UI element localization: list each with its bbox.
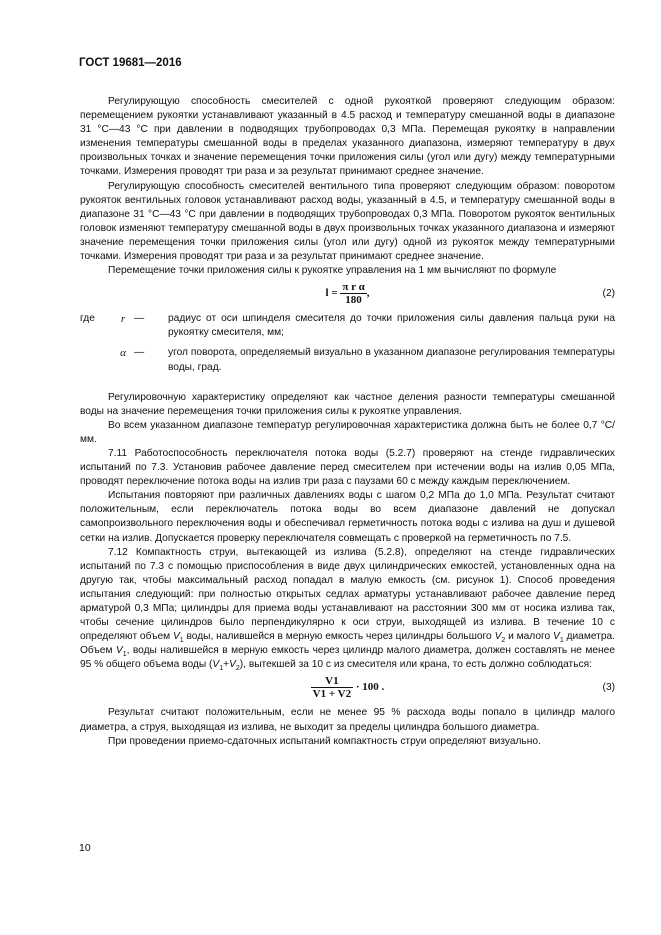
where-item — [80, 346, 615, 374]
formula-3-expression — [80, 675, 615, 700]
formula-2-numerator: π r α — [342, 281, 365, 294]
document-body — [80, 95, 615, 749]
where-symbol: α — [120, 347, 126, 360]
formula-3-number: (3) — [602, 682, 615, 694]
paragraph: Результат считают положительным, если не менее 95 % расхода воды попало в цилиндр малого диаметра, а струя, выходящая из излива, не выходит за пределы цилиндра большого диаметра. — [80, 707, 615, 733]
formula-2 — [80, 281, 615, 307]
paragraph: Перемещение точки приложения силы к рукоятке управления на 1 мм вычисляют по формуле — [108, 265, 557, 277]
formula-3-numerator: V1 — [311, 675, 353, 688]
formula-2-fraction — [340, 281, 366, 306]
where-dash: — — [134, 347, 145, 359]
formula-3 — [80, 675, 615, 701]
where-label: где — [80, 313, 95, 325]
where-text: угол поворота, определяемый визуально в указанном диапазоне регулирования температуры воды, град. — [168, 347, 615, 373]
page-number: 10 — [79, 842, 91, 854]
section-7-11: 7.11 Работоспособность переключателя потока воды (5.2.7) проверяют на стенде гидравлических испытаний по 7.3. Установив рабочее давление перед смесителем при истечении воды на излив 0,05 МПа, проводят переключение потока воды на излив три раза с паузами 60 с между каждым переключением. — [80, 447, 615, 488]
section-7-12: 7.12 Компактность струи, вытекающей из излива (5.2.8), определяют на стенде гидравлических испытаний по 7.3 с помощью приспособления в виде двух цилиндрических емкостей, установленных одна на другую так, чтобы максимальный расход попадал в малую емкость (см. рисунок 1). Способ проведения испытания следующий: при полностью открытых седлах арматуры устанавливают рабочее давление перед арматурой 0,3 МПа; цилиндры для приема воды устанавливают на расстоянии 300 мм от носика излива так, чтобы сечение цилиндров было перпендикулярно к оси струи, выходящей из излива. В течение 10 с определяют объем $V_1$ воды, налившейся в мерную емкость через цилиндры большого $V_2$ и малого $V_1$ диаметра. Объем $V_1$, воды налившейся в мерную емкость через цилиндр малого диаметра, должен составлять не менее 95 % общего объема воды $(V_1+V_2)$, вытекшей за 10 с из смесителя или крана, то есть должно соблюдаться: — [80, 546, 616, 673]
formula-2-tail: , — [366, 287, 370, 300]
where-item — [80, 312, 615, 340]
paragraph: Во всем указанном диапазоне температур регулировочная характеристика должна быть не более 0,7 °С/мм. — [80, 419, 615, 445]
where-dash: — — [134, 313, 145, 325]
formula-2-lhs: l = — [325, 287, 338, 300]
formula-2-denominator: 180 — [345, 294, 362, 307]
where-text: радиус от оси шпинделя смесителя до точки приложения силы давления пальца руки на рукоятку смесителя, мм; — [168, 313, 615, 339]
formula-3-tail: · 100 . — [355, 681, 385, 694]
formula-3-fraction — [311, 675, 353, 700]
paragraph: Регулирующую способность смесителей с одной рукояткой проверяют следующим образом: перемещением рукоятки устанавливают указанный в 4.5 расход и температуру смешанной воды в диапазоне 31 °С—43 °С при давлении в подводящих трубопроводах 0,3 МПа. Перемещая рукоятку в направлении изменения температуры смешанной воды в пределах указанного диапазона, измеряют температуру в двух произвольных точках и значение перемещения точки приложения силы (угол или дугу) между температурными точками. Измерения проводят три раза и за результат принимают среднее значение. — [80, 96, 615, 178]
where-symbol: r — [120, 313, 126, 326]
paragraph: Регулирующую способность смесителей вентильного типа проверяют следующим образом: поворотом рукояток вентильных головок устанавливают расход воды, указанный в 4.5, и температуру смешанной воды в диапазоне 31 °С—43 °С при давлении в подводящих трубопроводах 0,3 МПа. Поворотом рукояток вентильных головок изменяют температуру смешанной воды в двух произвольных точках указанного диапазона и измеряют значение перемещения точки приложения силы (угол или дугу) одной из рукояток между температурными точками. Измерения проводят три раза и за результат принимают среднее значение. — [80, 180, 615, 263]
formula-2-expression — [80, 281, 615, 306]
document-header: ГОСТ 19681—2016 — [79, 57, 182, 69]
formula-2-number: (2) — [602, 288, 615, 300]
paragraph: Испытания повторяют при различных давлениях воды с шагом 0,2 МПа до 1,0 МПа. Результат считают положительным, если переключатель потока воды во всем диапазоне давлений не допускал самопроизвольного переключения воды и обеспечивал герметичность потока воды с излива на душ и душевой сетки на излив. Допускается проверку переключателя совмещать с проверкой на герметичность по 7.5. — [80, 490, 615, 544]
formula-3-denominator: V1 + V2 — [312, 688, 352, 701]
paragraph: При проведении приемо-сдаточных испытаний компактность струи определяют визуально. — [108, 735, 541, 747]
paragraph: Регулировочную характеристику определяют как частное деления разности температуры смешанной воды на значение перемещения точки приложения силы к рукоятке управления. — [80, 391, 615, 417]
where-block — [80, 312, 615, 374]
